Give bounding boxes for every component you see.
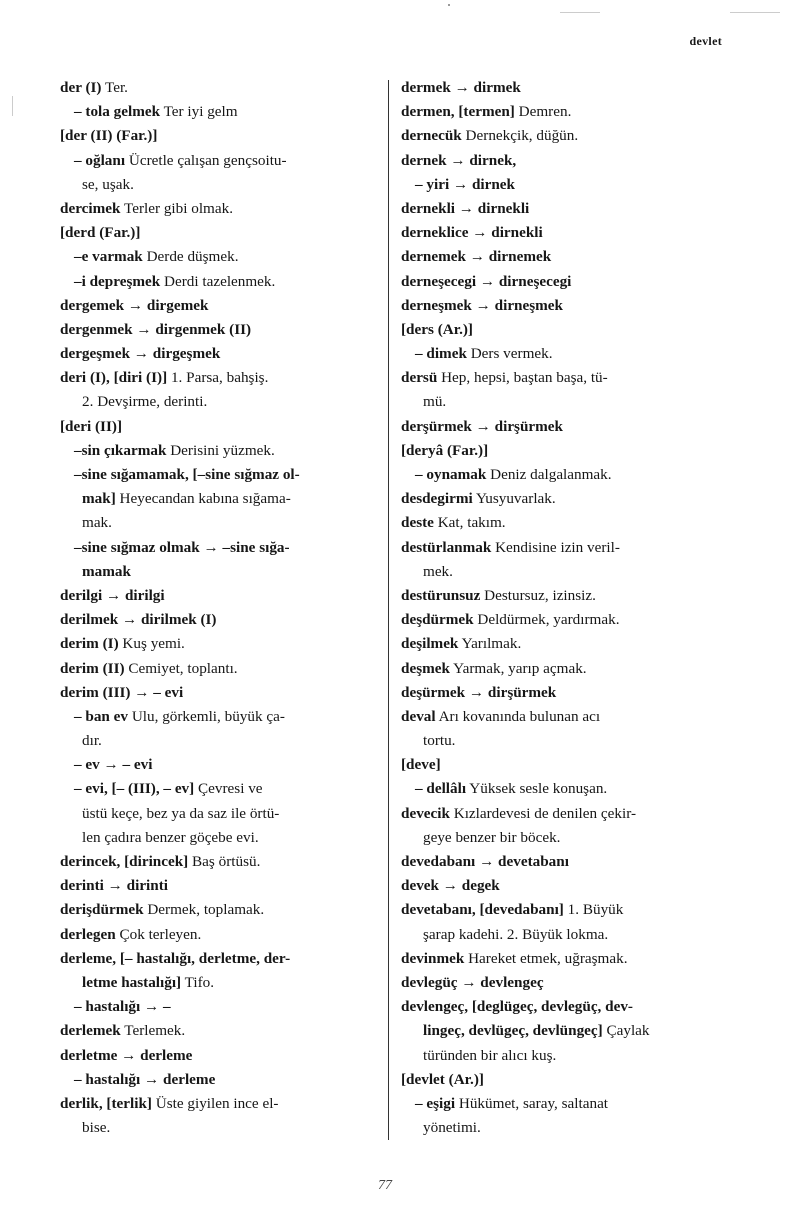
dictionary-line (60, 826, 382, 850)
dictionary-line (401, 390, 723, 414)
headword: –sine sığmaz olmak → –sine sığa- (74, 538, 290, 556)
headword: devinmek (401, 949, 465, 967)
page-number: 77 (378, 1178, 392, 1193)
headword: derşürmek → dirşürmek (401, 417, 563, 435)
definition-text: Kendisine izin veril- (491, 538, 620, 556)
dictionary-line (401, 802, 723, 826)
definition-text: Derisini yüzmek. (166, 441, 275, 459)
headword: derinti → dirinti (60, 877, 169, 895)
headword: deşilmek (401, 635, 459, 653)
dictionary-line (401, 995, 723, 1019)
headword: devlegüç → devlengeç (401, 973, 544, 991)
definition-text: Ulu, görkemli, büyük ça- (128, 707, 285, 725)
dictionary-line (60, 584, 382, 608)
dictionary-line (401, 1019, 723, 1043)
dictionary-line (401, 294, 723, 318)
dictionary-line (401, 197, 723, 221)
dictionary-line (60, 100, 382, 124)
dictionary-line (401, 124, 723, 148)
dictionary-line (401, 439, 723, 463)
dictionary-line (60, 366, 382, 390)
dictionary-line (60, 753, 382, 777)
definition-text: se, uşak. (82, 175, 134, 193)
dictionary-line (401, 584, 723, 608)
definition-text: Kızlardevesi de denilen çekir- (449, 804, 637, 822)
headword: derincek, [dirincek] (60, 853, 189, 870)
dictionary-line (60, 536, 382, 560)
headword: destürunsuz (401, 586, 481, 604)
headword: mamak (82, 562, 131, 580)
dictionary-line (401, 76, 723, 100)
dictionary-line (60, 76, 382, 100)
dictionary-line (60, 197, 382, 221)
headword: – dellâlı (415, 780, 467, 798)
scan-speck (12, 96, 13, 116)
headword: derneşmek → dirneşmek (401, 296, 563, 314)
dictionary-line (60, 124, 382, 148)
dictionary-line (401, 608, 723, 632)
dictionary-line (401, 681, 723, 705)
dictionary-line (60, 173, 382, 197)
headword: [deri (II)] (60, 417, 122, 435)
headword: derişdürmek (60, 901, 144, 919)
headword: mak] (82, 490, 116, 508)
dictionary-line (401, 1044, 723, 1068)
dictionary-line (401, 366, 723, 390)
headword: [deryâ (Far.)] (401, 441, 489, 459)
headword: deste (401, 514, 434, 532)
dictionary-line (60, 487, 382, 511)
dictionary-line (60, 802, 382, 826)
definition-text: len çadıra benzer göçebe evi. (82, 828, 259, 846)
dictionary-line (60, 777, 382, 801)
dictionary-line (401, 753, 723, 777)
headword: derletme → derleme (60, 1046, 193, 1064)
definition-text: Derdi tazelenmek. (160, 272, 276, 290)
dictionary-line (401, 826, 723, 850)
headword: –sin çıkarmak (74, 441, 167, 459)
headword: devecik (401, 804, 450, 822)
headword: dermen, [termen] (401, 103, 515, 121)
headword: deri (I), [diri (I)] (60, 369, 168, 387)
headword: dermek → dirmek (401, 79, 521, 96)
dictionary-line (60, 1068, 382, 1092)
headword: lingeç, devlügeç, devlüngeç] (423, 1022, 603, 1040)
dictionary-line (60, 511, 382, 535)
definition-text: Hükümet, saray, saltanat (455, 1094, 609, 1112)
dictionary-line (60, 221, 382, 245)
dictionary-line (60, 850, 382, 874)
definition-text: Dermek, toplamak. (143, 901, 265, 919)
headword: derleme, [– hastalığı, derletme, der- (60, 949, 291, 967)
right-column (401, 76, 723, 1140)
dictionary-line (60, 705, 382, 729)
headword: devetabanı, [devedabanı] (401, 901, 564, 919)
definition-text: bise. (82, 1119, 111, 1137)
headword: – dimek (415, 345, 467, 363)
scan-speck (448, 4, 450, 6)
dictionary-line (401, 245, 723, 269)
dictionary-line (401, 536, 723, 560)
definition-text: Cemiyet, toplantı. (124, 659, 238, 677)
definition-text: şarap kadehi. 2. Büyük lokma. (423, 925, 609, 943)
dictionary-line (401, 487, 723, 511)
definition-text: mek. (423, 562, 453, 580)
headword: – ban ev (74, 707, 129, 725)
headword: letme hastalığı] (82, 973, 182, 991)
definition-text: Baş örtüsü. (188, 853, 261, 870)
headword: deşürmek → dirşürmek (401, 683, 557, 701)
headword: deval (401, 707, 436, 725)
dictionary-line (401, 100, 723, 124)
dictionary-line (401, 923, 723, 947)
left-column (60, 76, 382, 1140)
headword: dernecük (401, 127, 462, 145)
running-head: devlet (689, 34, 722, 48)
headword: dercimek (60, 199, 121, 217)
headword: dersü (401, 369, 438, 387)
dictionary-line (401, 971, 723, 995)
headword: [derd (Far.)] (60, 224, 141, 242)
dictionary-line (60, 1019, 382, 1043)
dictionary-line (60, 971, 382, 995)
headword: [deve] (401, 756, 441, 774)
headword: devedabanı → devetabanı (401, 853, 569, 870)
dictionary-line (401, 270, 723, 294)
dictionary-line (60, 294, 382, 318)
dictionary-line (401, 1092, 723, 1116)
headword: dergemek → dirgemek (60, 296, 209, 314)
headword: derilgi → dirilgi (60, 586, 165, 604)
dictionary-line (60, 1116, 382, 1140)
dictionary-line (60, 149, 382, 173)
headword: – yiri → dirnek (415, 175, 515, 193)
headword: deşmek (401, 659, 450, 677)
definition-text: Ders vermek. (466, 345, 553, 363)
definition-text: Demren. (514, 103, 572, 121)
definition-text: Yusyuvarlak. (472, 490, 556, 508)
dictionary-line (60, 1044, 382, 1068)
dictionary-line (401, 221, 723, 245)
dictionary-line (401, 463, 723, 487)
dictionary-line (401, 947, 723, 971)
definition-text: geye benzer bir böcek. (423, 828, 561, 846)
headword: desdegirmi (401, 490, 473, 508)
headword: –e varmak (74, 248, 143, 266)
headword: derneklice → dirnekli (401, 224, 543, 242)
headword: destürlanmak (401, 538, 492, 556)
definition-text: Yüksek sesle konuşan. (466, 780, 608, 798)
headword: derlegen (60, 925, 116, 943)
dictionary-line (60, 947, 382, 971)
headword: derlik, [terlik] (60, 1094, 152, 1112)
dictionary-line (60, 1092, 382, 1116)
headword: deşdürmek (401, 611, 474, 629)
scan-speck (560, 12, 600, 13)
headword: dergenmek → dirgenmek (II) (60, 320, 252, 338)
dictionary-line (401, 874, 723, 898)
headword: [der (II) (Far.)] (60, 127, 158, 145)
definition-text: Arı kovanında bulunan acı (435, 707, 601, 725)
headword: dernek → dirnek, (401, 151, 517, 169)
headword: [devlet (Ar.)] (401, 1070, 484, 1088)
definition-text: Deldürmek, yardırmak. (473, 611, 620, 629)
definition-text: yönetimi. (423, 1119, 481, 1137)
headword: derim (II) (60, 659, 125, 677)
dictionary-line (401, 632, 723, 656)
definition-text: Hareket etmek, uğraşmak. (464, 949, 628, 967)
dictionary-line (401, 149, 723, 173)
dictionary-line (60, 270, 382, 294)
definition-text: 2. Devşirme, derinti. (82, 393, 208, 411)
dictionary-line (60, 342, 382, 366)
definition-text: Hep, hepsi, baştan başa, tü- (437, 369, 608, 387)
dictionary-line (401, 777, 723, 801)
dictionary-line (401, 850, 723, 874)
headword: dernekli → dirnekli (401, 199, 530, 217)
dictionary-line (60, 657, 382, 681)
headword: dergeşmek → dirgeşmek (60, 345, 221, 363)
headword: derneşecegi → dirneşecegi (401, 272, 572, 290)
headword: – oğlanı (74, 151, 126, 169)
definition-text: Ücretle çalışan gençsoitu- (125, 151, 287, 169)
definition-text: üstü keçe, bez ya da saz ile örtü- (82, 804, 280, 822)
dictionary-line (60, 318, 382, 342)
headword: derim (III) → – evi (60, 683, 184, 701)
headword: derilmek → dirilmek (I) (60, 611, 217, 629)
definition-text: Deniz dalgalanmak. (486, 466, 612, 483)
definition-text: Kat, takım. (433, 514, 506, 532)
dictionary-line (60, 608, 382, 632)
dictionary-line (401, 415, 723, 439)
column-divider (388, 80, 389, 1140)
definition-text: türünden bir alıcı kuş. (423, 1046, 557, 1064)
definition-text: Yarmak, yarıp açmak. (449, 659, 587, 677)
dictionary-line (401, 898, 723, 922)
headword: – evi, [– (III), – ev] (74, 780, 195, 798)
definition-text: Destursuz, izinsiz. (480, 586, 596, 604)
dictionary-line (60, 995, 382, 1019)
definition-text: 1. Parsa, bahşiş. (167, 369, 269, 387)
dictionary-line (401, 729, 723, 753)
definition-text: dır. (82, 732, 102, 750)
dictionary-line (60, 245, 382, 269)
headword: devlengeç, [deglügeç, devlegüç, dev- (401, 998, 633, 1016)
dictionary-line (60, 874, 382, 898)
dictionary-line (401, 1068, 723, 1092)
definition-text: Yarılmak. (458, 635, 522, 653)
headword: –i depreşmek (74, 272, 161, 290)
dictionary-line (401, 511, 723, 535)
dictionary-line (401, 173, 723, 197)
headword: –sine sığamamak, [–sine sığmaz ol- (74, 466, 300, 483)
dictionary-line (401, 705, 723, 729)
headword: – hastalığı → – (74, 998, 171, 1016)
headword: der (I) (60, 79, 102, 96)
dictionary-line (60, 681, 382, 705)
headword: [ders (Ar.)] (401, 320, 473, 338)
dictionary-line (401, 657, 723, 681)
definition-text: Kuş yemi. (118, 635, 185, 653)
definition-text: Tifo. (181, 973, 215, 991)
definition-text: Ter. (101, 79, 128, 96)
dictionary-line (60, 415, 382, 439)
definition-text: Çaylak (602, 1022, 650, 1040)
definition-text: Terler gibi olmak. (120, 199, 234, 217)
dictionary-line (60, 390, 382, 414)
definition-text: Terlemek. (120, 1022, 186, 1040)
definition-text: tortu. (423, 732, 456, 750)
dictionary-line (60, 560, 382, 584)
dictionary-line (60, 923, 382, 947)
dictionary-line (60, 898, 382, 922)
headword: – tola gelmek (74, 103, 161, 121)
definition-text: Heyecandan kabına sığama- (115, 490, 291, 508)
scan-speck (730, 12, 780, 13)
dictionary-line (401, 1116, 723, 1140)
definition-text: Çok terleyen. (115, 925, 202, 943)
definition-text: Üste giyilen ince el- (151, 1094, 279, 1112)
definition-text: 1. Büyük (563, 901, 624, 919)
dictionary-line (401, 318, 723, 342)
headword: – oynamak (415, 466, 487, 483)
dictionary-line (60, 439, 382, 463)
dictionary-line (401, 560, 723, 584)
headword: – hastalığı → derleme (74, 1070, 216, 1088)
dictionary-line (60, 729, 382, 753)
definition-text: Derde düşmek. (142, 248, 239, 266)
headword: dernemek → dirnemek (401, 248, 552, 266)
definition-text: mü. (423, 393, 447, 411)
headword: – ev → – evi (74, 756, 153, 774)
dictionary-line (60, 463, 382, 487)
dictionary-line (60, 632, 382, 656)
definition-text: mak. (82, 514, 112, 532)
definition-text: Dernekçik, düğün. (461, 127, 579, 145)
dictionary-line (401, 342, 723, 366)
headword: devek → degek (401, 877, 500, 895)
headword: – eşigi (415, 1094, 456, 1112)
definition-text: Çevresi ve (194, 780, 263, 798)
headword: derlemek (60, 1022, 121, 1040)
definition-text: Ter iyi gelm (160, 103, 238, 121)
headword: derim (I) (60, 635, 119, 653)
